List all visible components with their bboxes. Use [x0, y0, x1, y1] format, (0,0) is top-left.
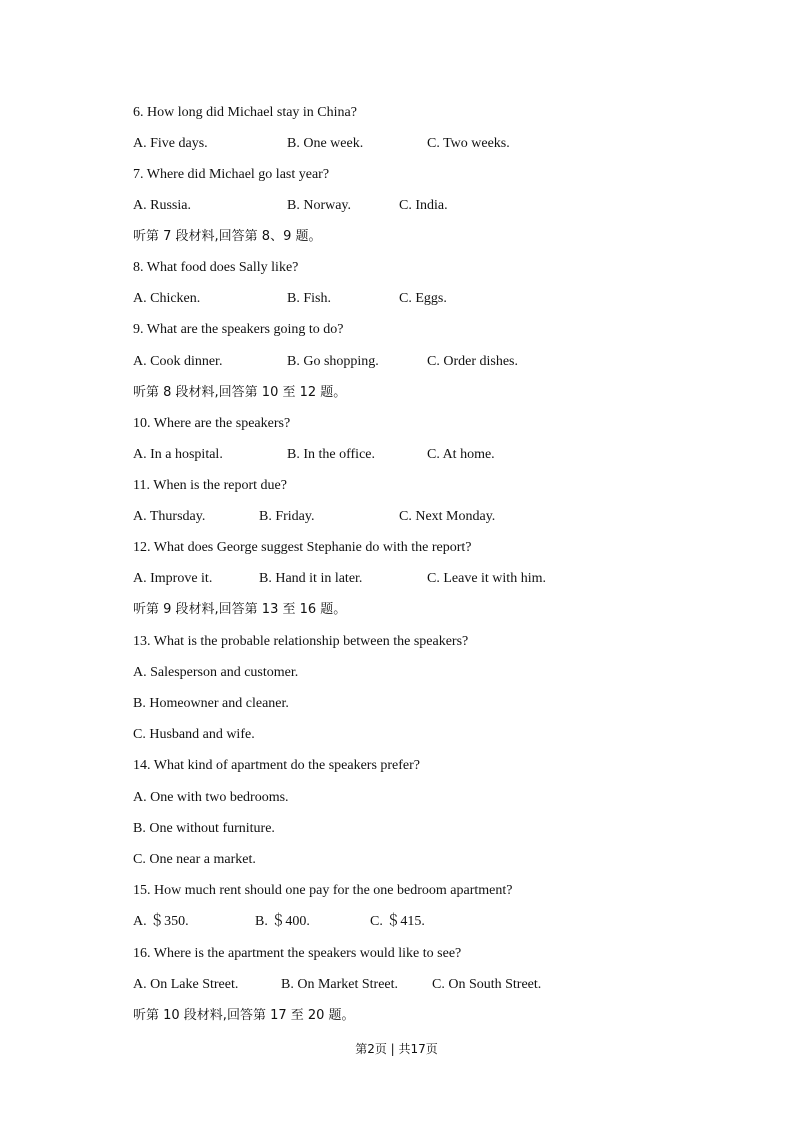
- page-footer: 第2页 | 共17页: [355, 1042, 438, 1056]
- question-6: 6. How long did Michael stay in China?: [133, 105, 357, 120]
- question-11: 11. When is the report due?: [133, 478, 287, 493]
- option-a: A. In a hospital.: [133, 447, 223, 462]
- option-c: C. At home.: [427, 447, 495, 462]
- option-a: A. Cook dinner.: [133, 354, 223, 369]
- question-7: 7. Where did Michael go last year?: [133, 167, 330, 182]
- option-b: B. ＄400.: [255, 914, 310, 929]
- option-c: C. India.: [399, 198, 448, 213]
- question-14: 14. What kind of apartment do the speakers prefer?: [133, 758, 421, 773]
- option-a: A. Improve it.: [133, 571, 213, 586]
- option-c: C. One near a market.: [133, 852, 256, 867]
- option-a: A. On Lake Street.: [133, 977, 239, 992]
- question-15: 15. How much rent should one pay for the one bedroom apartment?: [133, 883, 513, 898]
- option-a: A. ＄350.: [133, 914, 189, 929]
- option-b: B. On Market Street.: [281, 977, 399, 992]
- option-b: B. Friday.: [259, 509, 315, 524]
- option-a: A. Thursday.: [133, 509, 206, 524]
- section-heading-10: 听第 10 段材料,回答第 17 至 20 题。: [133, 1008, 355, 1023]
- option-c: C. Two weeks.: [427, 136, 510, 151]
- option-b: B. Go shopping.: [287, 354, 379, 369]
- option-b: B. One week.: [287, 136, 364, 151]
- option-c: C. On South Street.: [432, 977, 542, 992]
- option-a: A. One with two bedrooms.: [133, 790, 289, 805]
- option-b: B. Norway.: [287, 198, 352, 213]
- question-8: 8. What food does Sally like?: [133, 260, 299, 275]
- question-13: 13. What is the probable relationship between the speakers?: [133, 634, 469, 649]
- option-a: A. Chicken.: [133, 291, 201, 306]
- option-a: A. Salesperson and customer.: [133, 665, 299, 680]
- question-16: 16. Where is the apartment the speakers would like to see?: [133, 946, 462, 961]
- option-b: B. Fish.: [287, 291, 331, 306]
- option-b: B. Homeowner and cleaner.: [133, 696, 289, 711]
- option-b: B. One without furniture.: [133, 821, 275, 836]
- option-a: A. Five days.: [133, 136, 208, 151]
- option-a: A. Russia.: [133, 198, 191, 213]
- section-heading-9: 听第 9 段材料,回答第 13 至 16 题。: [133, 602, 347, 617]
- option-c: C. Husband and wife.: [133, 727, 255, 742]
- option-c: C. Eggs.: [399, 291, 447, 306]
- option-c: C. ＄415.: [370, 914, 425, 929]
- question-12: 12. What does George suggest Stephanie do with the report?: [133, 540, 472, 555]
- question-10: 10. Where are the speakers?: [133, 416, 291, 431]
- option-c: C. Next Monday.: [399, 509, 496, 524]
- option-b: B. Hand it in later.: [259, 571, 363, 586]
- question-9: 9. What are the speakers going to do?: [133, 322, 344, 337]
- option-c: C. Leave it with him.: [427, 571, 546, 586]
- section-heading-8: 听第 8 段材料,回答第 10 至 12 题。: [133, 385, 347, 400]
- option-c: C. Order dishes.: [427, 354, 518, 369]
- section-heading-7: 听第 7 段材料,回答第 8、9 题。: [133, 229, 322, 244]
- option-b: B. In the office.: [287, 447, 375, 462]
